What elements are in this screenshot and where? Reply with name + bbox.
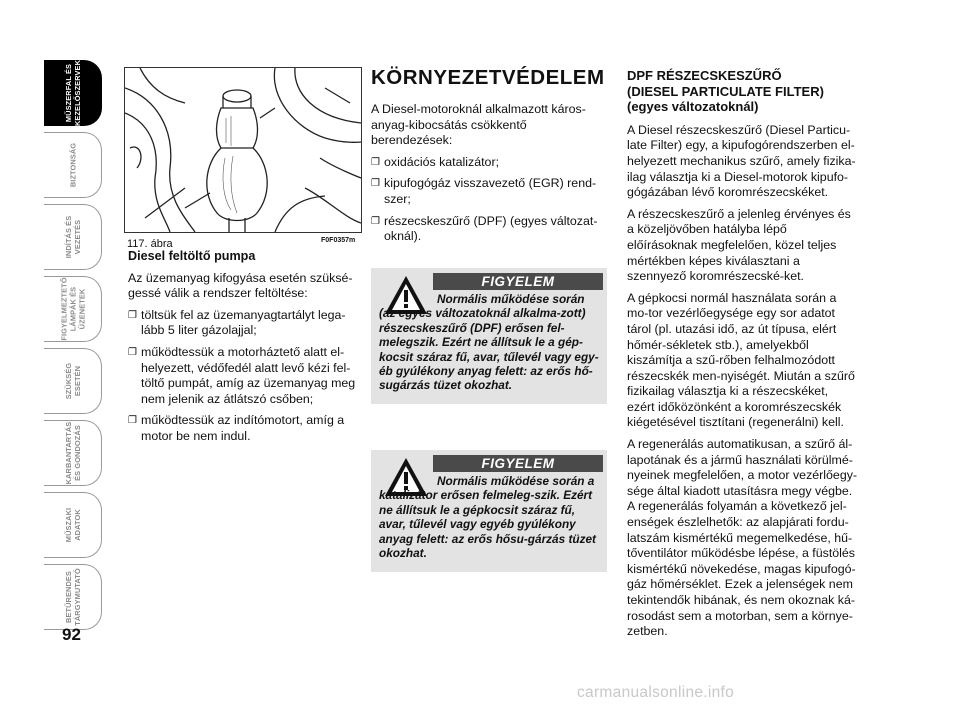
warning-title: FIGYELEM xyxy=(433,273,603,290)
figure-code: F0F0357m xyxy=(321,237,356,244)
tab-safety[interactable]: BIZTONSÁG xyxy=(44,132,102,198)
priming-pump-drawing xyxy=(125,68,361,232)
engine-priming-pump-illustration xyxy=(124,67,362,233)
warning-text: Normális működése során (az egyes változatoknál alkalma-zott) részecskeszűrő (DPF) erősen fel-melegszik. Ezért ne állítsuk le a gép-kocsit száraz fű, avar, tűlevél vagy egy-éb gyúlékony anyag felett: az erős hő-sugárzás tüzet okozhat. xyxy=(379,292,599,393)
bullet-item: ❐ működtessük az indítómotort, amíg a motor be nem indul. xyxy=(128,413,358,444)
paragraph: A részecskeszűrő a jelenleg érvényes és a közeljövőben hatályba lépő előírásoknak megfelelően, közel teljes mértékben képes kiválasztani a szennyező koromrészecské-ket. xyxy=(627,206,851,284)
paragraph: A gépkocsi normál használata során a mo-tor vezérlőegysége egy sor adatot tárol (pl. utazási idő, az út típusa, elért hőmér-sékletek stb.), amelyekből kiszámítja a szű-rőben felhalmozódott részecskék men-nyiségét. Miután a szűrő fizikailag választja ki a részecskéket, ezért időközönként a koromrészecskék kiégetésével tisztítani (regenerálni) kell. xyxy=(627,290,855,430)
tab-index[interactable]: BETŰRENDES TÁRGYMUTATÓ xyxy=(44,564,102,630)
page-number: 92 xyxy=(62,625,81,644)
warning-text: Normális működése során a katalizátor erősen felmeleg-szik. Ezért ne állítsuk le a gépkocsit száraz fű, avar, tűlevél vagy egyéb gyúlékony anyag felett: az erős hősu-gárzás tüzet okozhat. xyxy=(379,474,596,561)
tab-technical-data[interactable]: MŰSZAKI ADATOK xyxy=(44,492,102,558)
dpf-section xyxy=(627,68,859,646)
tab-maintenance[interactable]: KARBANTARTÁS ÉS GONDOZÁS xyxy=(44,420,102,486)
warning-box-catalyst xyxy=(371,450,607,572)
dpf-heading xyxy=(627,68,859,115)
bullet-item: ❐ részecskeszűrő (DPF) (egyes változat-oknál). xyxy=(371,214,605,245)
dpf-heading-line: DPF RÉSZECSKESZŰRŐ xyxy=(627,68,782,83)
paragraph: A regenerálás automatikusan, a szűrő ál-lapotának és a jármű használati körülmé-nyeinek megfelelően, a motor vezérlőegy-sége által kiadott utasításra megy végbe. A regenerálás folyamán a következő jel-enségek észlelhetők: az alapjárati fordu-latszám kismértékű megemelkedése, hű-tőventilátor működésbe lépése, a füstölés kismértékű növekedése, magas kipufogó-gáz hőmérséklet. Ezek a jelenségek nem tekintendők hibának, és nem okoznak ká-rosodást sem a motorban, sem a környe-zetben. xyxy=(627,437,858,639)
tab-emergency[interactable]: SZÜKSÉG ESETÉN xyxy=(44,348,102,414)
paragraph: Az üzemanyag kifogyása esetén szüksé-gessé válik a rendszer feltöltése: xyxy=(128,270,353,301)
bullet-item: ❐ oxidációs katalizátor; xyxy=(371,155,605,171)
section-subtitle: Diesel feltöltő pumpa xyxy=(128,249,256,263)
bullet-item: ❐ töltsük fel az üzemanyagtartályt lega-lább 5 liter gázolajjal; xyxy=(128,308,358,339)
paragraph: A Diesel részecskeszűrő (Diesel Particu-late Filter) egy, a kipufogórendszerben el-helyezett mechanikus szűrő, amely fizika-ilag választja ki a Diesel-motorok kipufo-gógázában lévő koromrészecskéket. xyxy=(627,122,856,200)
warning-box-dpf xyxy=(371,268,607,404)
page-title: KÖRNYEZETVÉDELEM xyxy=(371,66,605,89)
dpf-heading-line: (egyes változatoknál) xyxy=(627,99,759,115)
environment-section xyxy=(371,102,605,251)
tab-warning-lights[interactable]: FIGYELMEZTETŐ LÁMPÁK ÉS ÜZENETEK xyxy=(44,276,102,342)
tab-instrument-panel[interactable]: MŰSZERFAL ÉS KEZELŐSZERVEK xyxy=(44,60,102,126)
bullet-item: ❐ kipufogógáz visszavezető (EGR) rend-szer; xyxy=(371,176,605,207)
figure-caption: 117. ábra xyxy=(127,238,173,250)
paragraph: A Diesel-motoroknál alkalmazott káros-anyag-kibocsátás csökkentő berendezések: xyxy=(371,102,586,148)
priming-pump-section xyxy=(128,249,358,451)
dpf-heading-line: (DIESEL PARTICULATE FILTER) xyxy=(627,83,824,99)
tab-starting-driving[interactable]: INDÍTÁS ÉS VEZETÉS xyxy=(44,204,102,270)
watermark: carmanualsonline.info xyxy=(577,684,735,701)
bullet-item: ❐ működtessük a motorháztető alatt el-helyezett, védőfedél alatt levő kézi fel-töltő pumpát, amíg az üzemanyag meg nem jelenik az átlátszó csőben; xyxy=(128,345,358,407)
warning-title: FIGYELEM xyxy=(433,455,603,472)
